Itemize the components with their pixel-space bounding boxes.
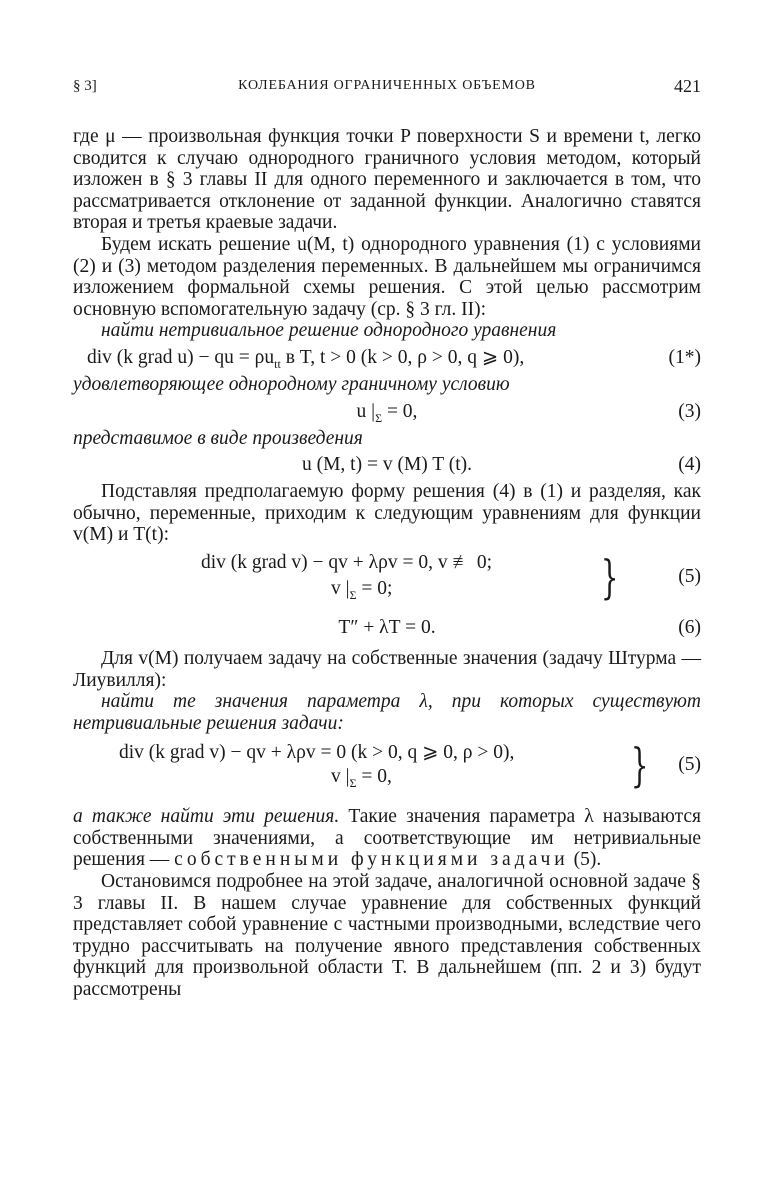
equation-6 [73,614,701,642]
section-marker: § 3] [73,78,97,94]
paragraph-2: Будем искать решение u(M, t) однородного уравнения (1) с условиями (2) и (3) методом разделения переменных. В дальнейшем мы ограничимся изложением формальной схемы решения. С этой целью рассмотрим основную вспомогательную задачу (ср. § 3 гл. II): [73,233,701,320]
equation-5a-line2: v $|_\Sigma = 0$; [331,577,393,602]
paragraph-9-tail: (5). [568,849,602,871]
paragraph-8: найти те значения параметра λ, при которых существуют нетривиальные решения задачи: [73,691,701,734]
chapter-title: КОЛЕБАНИЯ ОГРАНИЧЕННЫХ ОБЪЕМОВ [238,78,536,93]
paragraph-3: найти нетривиальное решение однородного уравнения [101,320,557,342]
running-header [73,76,701,100]
paragraph-9-text: Такие значения параметра λ называются собственными значениями, а соответствующие им нетривиальные решения — [73,806,701,871]
equation-5a-number: (5) [678,565,701,587]
paragraph-1: где μ — произвольная функция точки P поверхности S и времени t, легко сводится к случаю однородного граничного условия методом, который изложен в § 3 главы II для одного переменного и заключается в том, что рассматривается отклонение от заданной функции. Аналогично ставятся вторая и третья краевые задачи. [73,126,701,234]
equation-5b-line1: div (k grad v) − qv + λρv = 0 (k > 0, q ⩾ 0, ρ > 0), [119,742,515,764]
paragraph-9 [73,806,701,871]
equation-3-number: (3) [678,400,701,422]
equation-4 [73,451,701,479]
equation-4-body: u (M, t) = v (M) T (t). [301,454,473,476]
curly-brace-icon: } [630,738,649,793]
equation-6-number: (6) [678,616,701,638]
book-page [73,76,701,1001]
equation-6-body: T″ + λT = 0. [338,616,436,638]
equation-5b-number: (5) [678,754,701,776]
paragraph-4: удовлетворяющее однородному граничному условию [73,373,510,395]
equation-1star-number: (1*) [668,346,701,368]
paragraph-5: представимое в виде произведения [73,427,363,449]
paragraph-9-spaced: собственными функциями задачи [174,849,569,871]
equation-system-5a [73,549,701,610]
curly-brace-icon: } [600,549,619,604]
paragraph-9-italic: а также найти эти решения. [73,806,340,828]
paragraph-10: Остановимся подробнее на этой задаче, аналогичной основной задаче § 3 главы II. В нашем случае уравнение для собственных функций представляет собой уравнение с частными производными, вследствие чего трудно рассчитывать на получение явного представления собственных функций для произвольной области T. В дальнейшем (пп. 2 и 3) будут рассмотрены [73,871,701,1001]
equation-system-5b [73,740,701,798]
equation-4-number: (4) [678,454,701,476]
equation-1star [73,344,701,372]
page-number: 421 [674,76,701,96]
equation-3-body: u $|_\Sigma = 0$, [356,400,418,425]
equation-1star-body: div (k grad u) − qu = $\rho u_{tt}$ в T, t > 0 (k > 0, ρ > 0, q ⩾ 0), [87,346,525,371]
paragraph-6: Подставляя предполагаемую форму решения (4) в (1) и разделяя, как обычно, переменные, приходим к следующим уравнениям для функции v(M) и T(t): [73,481,701,546]
paragraph-7: Для v(M) получаем задачу на собственные значения (задачу Штурма — Лиувилля): [73,647,701,691]
equation-5b-line2: v $|_\Sigma = 0$, [331,766,392,791]
equation-5a-line1: div (k grad v) − qv + λρv = 0, v ≢ 0; [201,551,493,573]
equation-3 [73,398,701,426]
